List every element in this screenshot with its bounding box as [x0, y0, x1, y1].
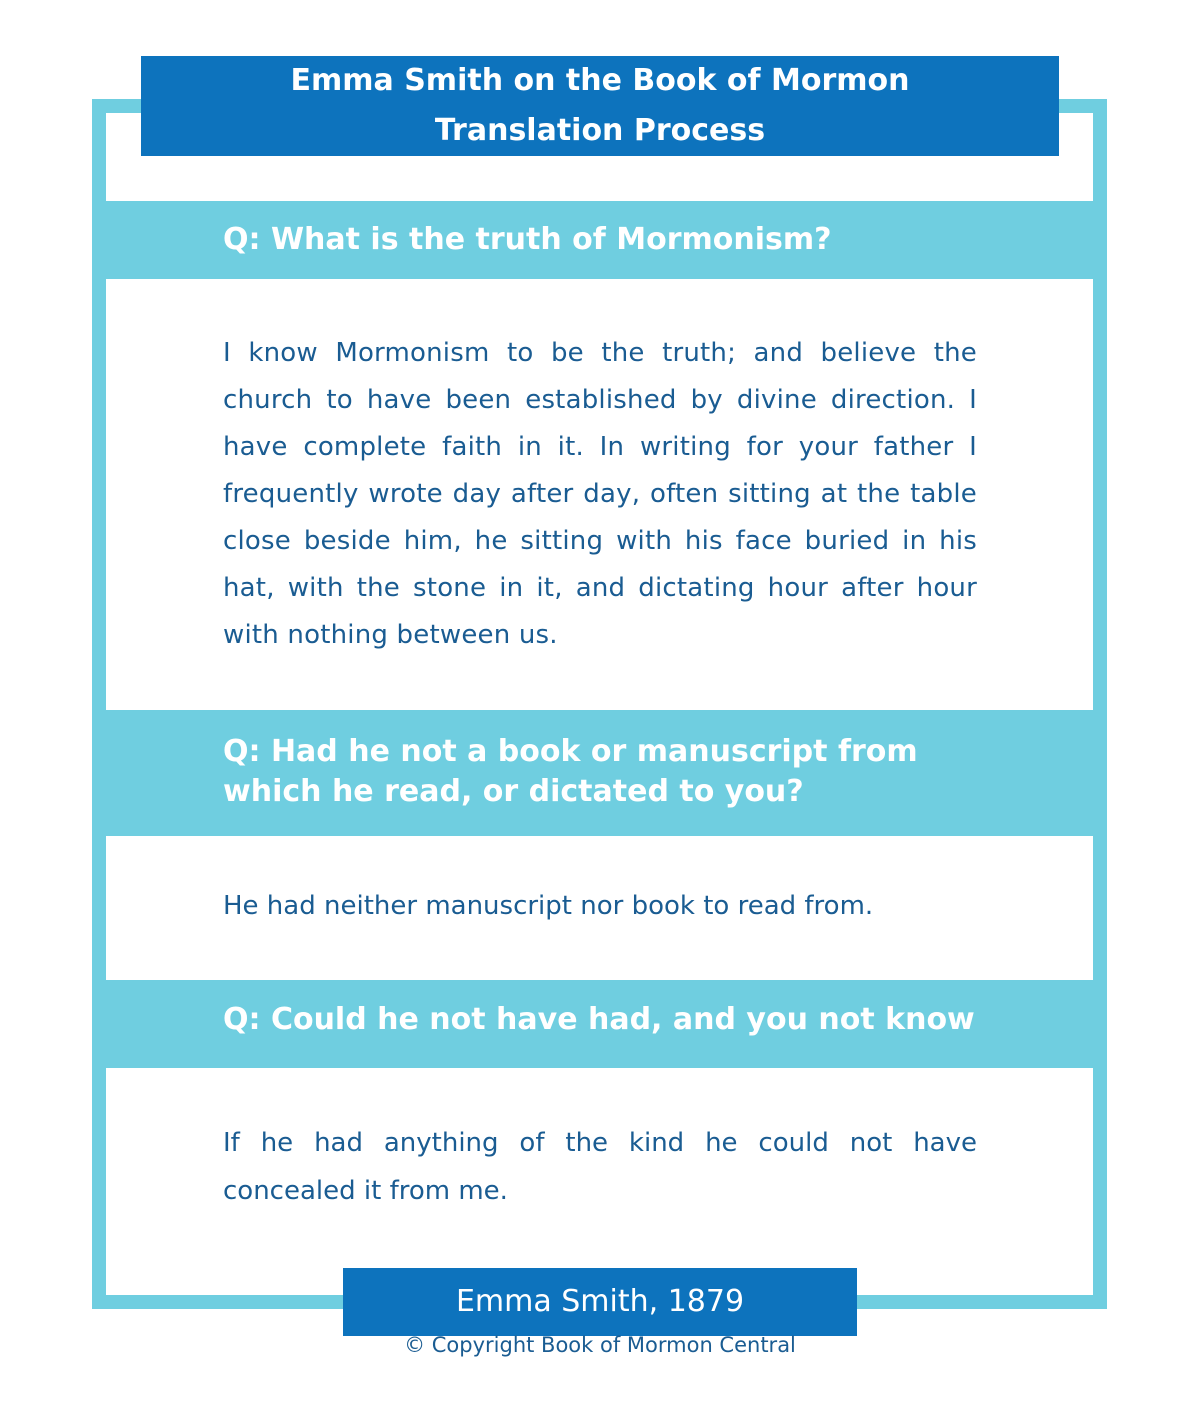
question-1: Q: What is the truth of Mormonism? — [106, 201, 1093, 279]
answer-3: If he had anything of the kind he could not have concealed it from me. — [223, 1128, 977, 1206]
copyright-notice: © Copyright Book of Mormon Central — [404, 1333, 796, 1357]
attribution-badge: Emma Smith, 1879 — [343, 1268, 857, 1336]
question-2-line-2: which he read, or dictated to you? — [223, 774, 804, 809]
question-3: Q: Could he not have had, and you not know it? — [106, 980, 1093, 1068]
page-title-line-1: Emma Smith on the Book of Mormon — [290, 63, 910, 98]
title-banner — [141, 56, 1059, 156]
answer-1: I know Mormonism to be the truth; and believe the church to have been established by divine direction. I have complete faith in it. In writing for your father I frequently wrote day after day, often sitting at the table close beside him, he sitting with his face buried in his hat, with the stone in it, and dictating hour after hour with nothing between us. — [223, 338, 977, 650]
question-2 — [106, 710, 1093, 836]
page-title-line-2: Translation Process — [434, 113, 766, 148]
question-2-line-1: Q: Had he not a book or manuscript from — [223, 734, 918, 769]
answer-2: He had neither manuscript nor book to read from. — [223, 891, 874, 921]
